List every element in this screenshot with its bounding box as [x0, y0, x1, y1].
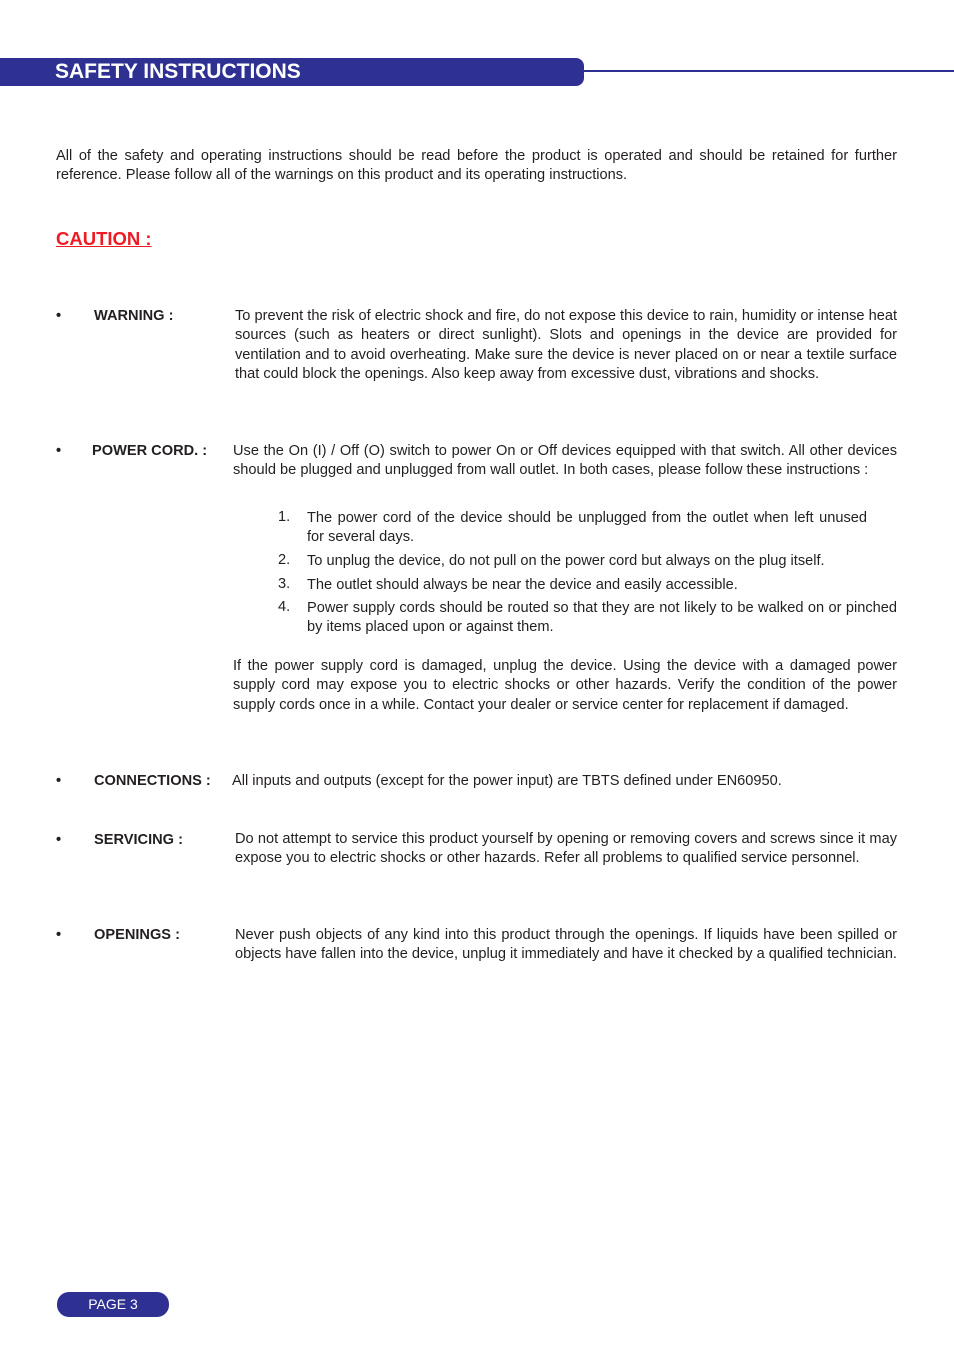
- bullet: •: [56, 308, 62, 324]
- servicing-text: Do not attempt to service this product yourself by opening or removing covers and screws since it may expose you to electric shocks or other hazards. Refer all problems to qualified service personnel.: [235, 831, 897, 867]
- caution-heading: CAUTION :: [56, 228, 152, 249]
- intro-paragraph: All of the safety and operating instructions should be read before the product is operated and should be retained for further reference. Please follow all of the warnings on this product and its operating instructions.: [56, 148, 897, 184]
- warning-label: WARNING :: [94, 308, 174, 324]
- page-number-badge: PAGE 3: [57, 1292, 169, 1317]
- page-title: SAFETY INSTRUCTIONS: [55, 60, 301, 83]
- list-item: To unplug the device, do not pull on the power cord but always on the plug itself.: [307, 553, 825, 569]
- list-item: Power supply cords should be routed so that they are not likely to be walked on or pinched by items placed upon or against them.: [307, 600, 897, 636]
- power-cord-text: Use the On (I) / Off (O) switch to power On or Off devices equipped with that switch. All other devices should be plugged and unplugged from wall outlet. In both cases, please follow these instructions :: [233, 443, 897, 479]
- openings-text: Never push objects of any kind into this product through the openings. If liquids have been spilled or objects have fallen into the device, unplug it immediately and have it checked by a qualified technician.: [235, 927, 897, 963]
- list-item-number: 3.: [278, 576, 291, 592]
- connections-label: CONNECTIONS :: [94, 773, 211, 789]
- warning-text: To prevent the risk of electric shock and fire, do not expose this device to rain, humidity or intense heat sources (such as heaters or direct sunlight). Slots and openings in the device are provided for ventilation and to avoid overheating. Make sure the device is never placed on or near a textile surface that could block the openings. Also keep away from excessive dust, vibrations and shocks.: [235, 308, 897, 383]
- list-item: The outlet should always be near the device and easily accessible.: [307, 577, 738, 593]
- header-rule: [584, 70, 954, 72]
- bullet: •: [56, 443, 62, 459]
- bullet: •: [56, 773, 62, 789]
- connections-text: All inputs and outputs (except for the power input) are TBTS defined under EN60950.: [232, 773, 782, 789]
- list-item-number: 4.: [278, 599, 291, 615]
- bullet: •: [56, 832, 62, 848]
- openings-label: OPENINGS :: [94, 927, 180, 943]
- list-item-number: 2.: [278, 552, 291, 568]
- servicing-label: SERVICING :: [94, 832, 183, 848]
- list-item-number: 1.: [278, 509, 291, 525]
- power-cord-note: If the power supply cord is damaged, unplug the device. Using the device with a damaged power supply cord may expose you to electric shocks or other hazards. Verify the condition of the power supply cords once in a while. Contact your dealer or service center for replacement if damaged.: [233, 658, 897, 713]
- list-item: The power cord of the device should be unplugged from the outlet when left unused for several days.: [307, 510, 867, 546]
- bullet: •: [56, 927, 62, 943]
- power-cord-label: POWER CORD. :: [92, 443, 208, 459]
